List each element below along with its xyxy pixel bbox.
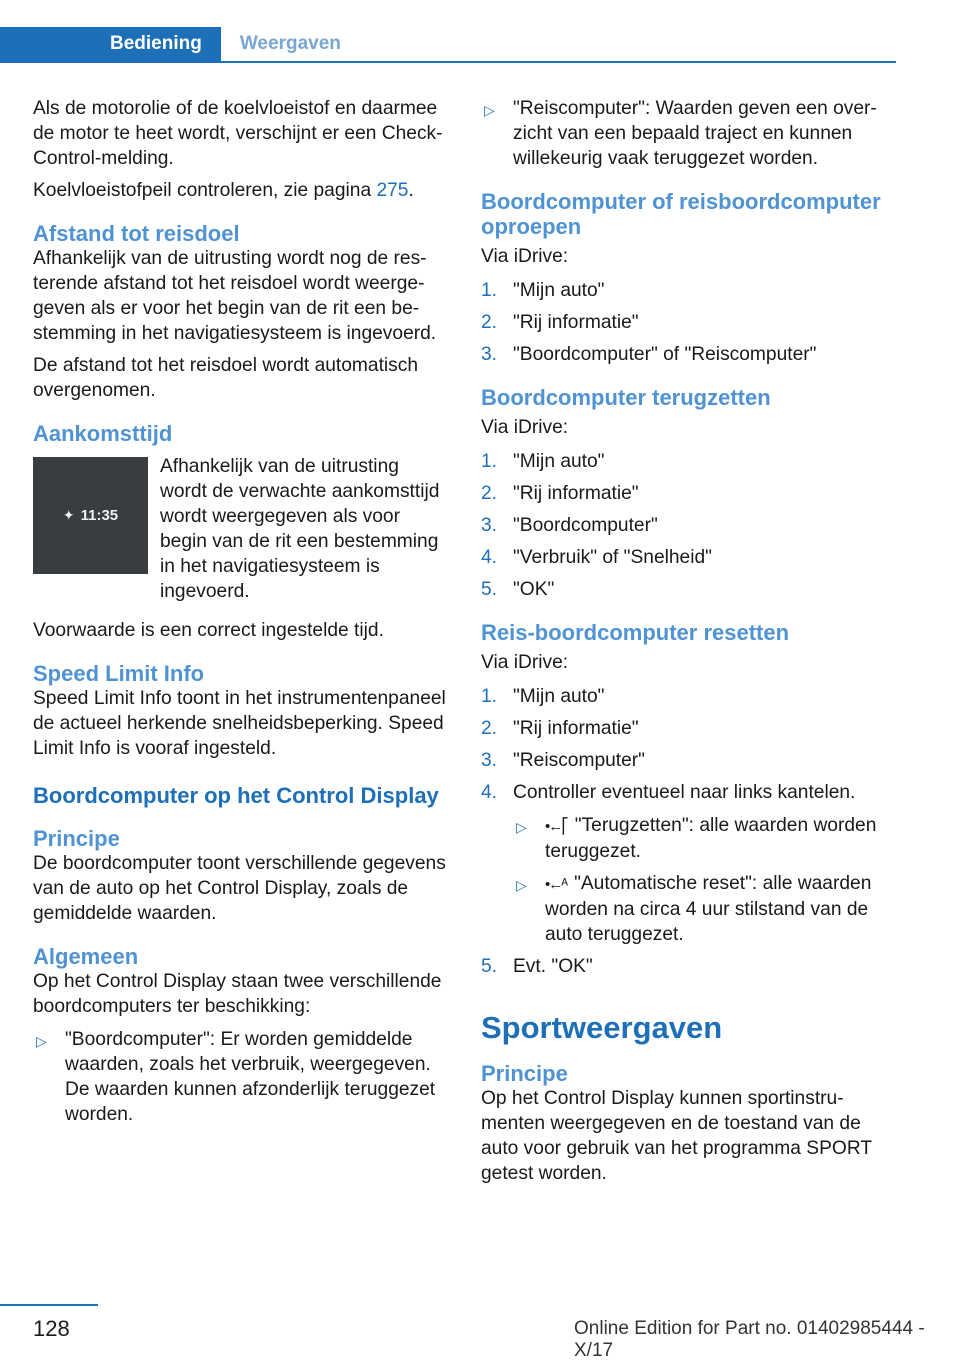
list-item [481,684,896,709]
open-steps [481,278,896,367]
page-number: 128 [33,1316,70,1341]
list-item [33,1027,448,1127]
paragraph-arrival: Afhankelijk van de uitrusting wordt de verwachte aankomsttijd wordt weergegeven als voor begin van de rit een bestemming in het navigatiesysteem is ingevoerd. [160,456,440,602]
heading-algemeen: Algemeen [33,944,139,969]
page-link-275[interactable]: 275 [376,180,409,201]
step-text: Controller eventueel naar links kantelen. [513,782,856,803]
list-item [513,813,896,864]
step-text: Evt. "OK" [513,956,593,977]
via-idrive-3: Via iDrive: [481,652,569,673]
paragraph-time-prereq: Voorwaarde is een correct ingestelde tijd. [33,620,384,641]
list-item [481,748,896,773]
heading-reset-bc: Boordcomputer terugzetten [481,385,771,410]
list-item [481,513,896,538]
step-number: 1. [481,451,498,472]
step-text: "Rij informatie" [513,483,639,504]
step-number: 2. [481,312,498,333]
step-text: "Mijn auto" [513,686,605,707]
step-number: 3. [481,515,498,536]
step-text: "Mijn auto" [513,280,605,301]
list-item [481,481,896,506]
step-text: "OK" [513,579,555,600]
list-item [481,716,896,741]
arrival-time-value: 11:35 [80,507,119,524]
step-number: 2. [481,718,498,739]
footer-divider [0,1304,98,1306]
navigation-flag-icon: ✦ [62,507,75,523]
arrival-time-figure [33,457,148,574]
step-number: 5. [481,956,498,977]
heading-reset-trip: Reis-boordcomputer resetten [481,620,790,645]
step-number: 3. [481,344,498,365]
list-item [481,577,896,602]
computer-list-cont [481,96,896,171]
paragraph-coolant-ref [33,178,448,203]
paragraph-distance-auto: De afstand tot het reisdoel wordt automatisch overgenomen. [33,355,419,401]
list-item [481,545,896,570]
heading-bc-control-display: Boordcomputer op het Control Display [33,783,439,808]
trip-steps [481,684,896,979]
list-item [481,780,896,947]
right-column [481,96,896,1193]
arrival-section [33,454,448,604]
reset-option-text: "Terugzetten": alle waarden worden teruggezet. [545,815,877,862]
step-text: "Verbruik" of "Snelheid" [513,547,712,568]
computer-list [33,1027,448,1127]
auto-reset-icon: •←ᴬ [545,876,567,893]
triangle-bullet-icon: ▷ [516,819,527,835]
step-text: "Boordcomputer" [513,515,658,536]
list-item [513,871,896,947]
paragraph-speed-limit: Speed Limit Info toont in het instrumentenpaneel de actueel herkende snelheidsbeperking. Speed Limit Info is vooraf ingesteld. [33,688,446,759]
step-number: 4. [481,547,498,568]
bullet-boordcomputer: "Boordcomputer": Er worden gemiddelde waarden, zoals het verbruik, weergegeven. De waarden kunnen afzonderlijk teruggezet worden. [65,1029,436,1125]
bullet-reiscomputer: "Reiscomputer": Waarden geven een overzicht van een bepaald traject en kunnen willekeurig vaak teruggezet worden. [513,98,877,169]
heading-open-computer: Boordcomputer of reisboordcomputer oproepen [481,189,881,239]
heading-principe-sport: Principe [481,1061,568,1086]
heading-speed-limit: Speed Limit Info [33,661,205,686]
list-item [481,96,896,171]
triangle-bullet-icon: ▷ [36,1033,47,1049]
left-column [33,96,448,1134]
coolant-ref-end: . [408,180,414,201]
reset-icon: •←⎡ [545,818,567,835]
chapter-tabs [0,27,896,63]
heading-arrival: Aankomsttijd [33,421,173,446]
reset-steps [481,449,896,602]
paragraph-sport: Op het Control Display kunnen sportinstrumenten weergegeven en de toestand van de auto voor gebruik van het programma SPORT getest worden. [481,1088,872,1184]
step-text: "Reiscomputer" [513,750,645,771]
heading-principe: Principe [33,826,120,851]
coolant-ref-text: Koelvloeistofpeil controleren, zie pagina [33,180,377,201]
tab-weergaven[interactable]: Weergaven [239,33,341,54]
auto-reset-option-text: "Automatische reset": alle waarden worden na circa 4 uur stilstand van de auto teruggezet. [545,873,872,945]
step-text: "Mijn auto" [513,451,605,472]
paragraph-algemeen: Op het Control Display staan twee verschillende boordcomputers ter beschikking: [33,971,442,1017]
list-item [481,954,896,979]
edition-text: Online Edition for Part no. 01402985444 - X/17 [574,1318,925,1361]
heading-distance: Afstand tot reisdoel [33,221,240,246]
step-number: 2. [481,483,498,504]
paragraph-principe: De boordcomputer toont verschillende gegevens van de auto op het Control Display, zoals de gemiddelde waarden. [33,853,446,924]
step-text: "Rij informatie" [513,718,639,739]
step-text: "Rij informatie" [513,312,639,333]
reset-options [513,813,896,947]
heading-sportweergaven: Sportweergaven [481,1010,723,1045]
step-number: 3. [481,750,498,771]
list-item [481,342,896,367]
step-text: "Boordcomputer" of "Reiscomputer" [513,344,817,365]
triangle-bullet-icon: ▷ [484,102,495,118]
list-item [481,449,896,474]
step-number: 5. [481,579,498,600]
step-number: 4. [481,782,498,803]
tab-bediening[interactable]: Bediening [0,27,221,61]
step-number: 1. [481,686,498,707]
list-item [481,310,896,335]
paragraph-oil-warning: Als de motorolie of de koelvloeistof en daarmee de motor te heet wordt, verschijnt er een Check-Control-melding. [33,98,443,169]
via-idrive-2: Via iDrive: [481,417,569,438]
via-idrive-1: Via iDrive: [481,246,569,267]
list-item [481,278,896,303]
step-number: 1. [481,280,498,301]
paragraph-distance: Afhankelijk van de uitrusting wordt nog de resterende afstand tot het reisdoel wordt weergegeven als er voor het begin van de rit een bestemming in het navigatiesysteem is ingevoerd. [33,248,437,344]
triangle-bullet-icon: ▷ [516,877,527,893]
